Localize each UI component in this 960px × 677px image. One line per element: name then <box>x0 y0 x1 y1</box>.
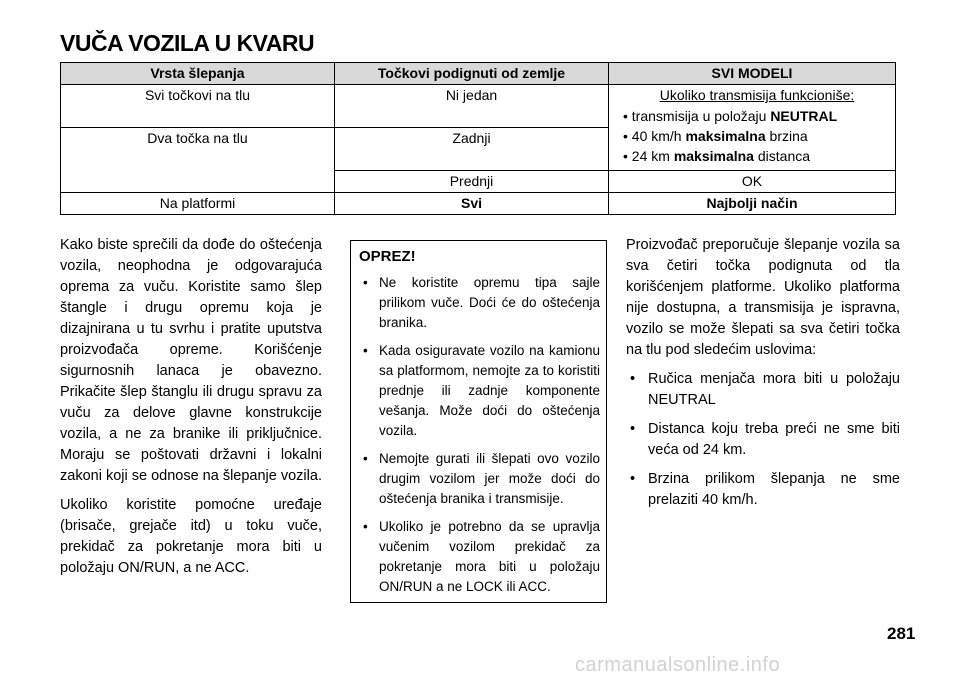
table-cell: Ni jedan <box>335 85 609 128</box>
table-cell: Na platformi <box>61 193 335 215</box>
page-title: VUČA VOZILA U KVARU <box>60 30 315 56</box>
condition-text: • transmisija u položaju <box>623 108 771 124</box>
paragraph: Kako biste sprečili da dođe do oštećenja vozila, neophodna je odgovarajuća oprema za vuču. Koristite samo šlep štangle i drugu opremu koja je dizajnirana u tu svrhu i pratite uputstva proizvođača opreme. Korišćenje sigurnosnih lanaca je obavezno. Prikačite šlep štanglu ili drugu spravu za vuču za delove glavne konstrukcije vozila, a ne za branike ili priključnice. Moraju se poštovati državni i lokalni zakoni koji se odnose na šlepanje vozila. <box>60 237 322 484</box>
table-header-row <box>61 63 896 85</box>
warning-list <box>359 273 600 597</box>
paragraph: Ukoliko koristite pomoćne uređaje (brisače, grejače itd) u toku vuče, prekidač za pokretanje mora biti u položaju ON/RUN, a ne ACC. <box>60 497 322 576</box>
list-item: • Distanca koju treba preći ne sme biti veća od 24 km. <box>626 419 900 461</box>
table-header-cell: Točkovi podignuti od zemlje <box>335 63 609 85</box>
table-cell: Svi <box>335 193 609 215</box>
table-cell: Dva točka na tlu <box>61 128 335 193</box>
condition-text: distanca <box>753 148 811 164</box>
towing-table <box>60 62 896 215</box>
table-cell: Svi točkovi na tlu <box>61 85 335 128</box>
condition-text: brzina <box>765 128 808 144</box>
condition-text: • 40 km/h <box>623 128 686 144</box>
list-item: • Brzina prilikom šlepanja ne sme prelaziti 40 km/h. <box>626 469 900 511</box>
condition-bold: maksimalna <box>685 128 766 144</box>
table-header-cell: SVI MODELI <box>609 63 896 85</box>
page-number: 281 <box>887 624 916 643</box>
warning-item: • Nemojte gurati ili šlepati ovo vozilo drugim vozilom jer može doći do oštećenja branika i transmisije. <box>359 449 600 509</box>
table-cell: Prednji <box>335 171 609 193</box>
warning-title: OPREZ! <box>359 248 416 265</box>
conditions-list <box>626 369 900 511</box>
table-header-cell: Vrsta šlepanja <box>61 63 335 85</box>
warning-item: • Ukoliko je potrebno da se upravlja vučenim vozilom prekidač za pokretanje mora biti u položaju ON/RUN a ne LOCK ili ACC. <box>359 517 600 597</box>
transmission-conditions-cell <box>609 85 896 171</box>
warning-item: • Kada osiguravate vozilo na kamionu sa platformom, nemojte za to koristiti prednje ili zadnje komponente vešanja. Može doći do oštećenja vozila. <box>359 341 600 441</box>
table-row <box>61 85 896 128</box>
condition-bold: NEUTRAL <box>770 108 838 124</box>
table-cell: OK <box>609 171 896 193</box>
condition-text: • 24 km <box>623 148 674 164</box>
conditions-heading: Ukoliko transmisija funkcioniše: <box>659 87 855 103</box>
right-text-column <box>626 235 900 519</box>
watermark: carmanualsonline.info <box>575 654 781 676</box>
condition-bold: maksimalna <box>673 148 754 164</box>
condition-item <box>623 148 891 165</box>
list-item: • Ručica menjača mora biti u položaju NEUTRAL <box>626 369 900 411</box>
paragraph: Proizvođač preporučuje šlepanje vozila sa sva četiri točka podignuta od tla korišćenjem platforme. Ukoliko platforma nije dostupna, a transmisija je ispravna, vozilo se može šlepati sa sva četiri točka na tlu pod sledećim uslovima: <box>626 237 900 358</box>
table-cell: Najbolji način <box>609 193 896 215</box>
table-cell: Zadnji <box>335 128 609 171</box>
table-row <box>61 193 896 215</box>
warning-box <box>350 240 607 603</box>
warning-item: • Ne koristite opremu tipa sajle prilikom vuče. Doći će do oštećenja branika. <box>359 273 600 333</box>
left-text-column <box>60 235 322 587</box>
condition-item <box>623 108 891 125</box>
condition-item <box>623 128 891 145</box>
